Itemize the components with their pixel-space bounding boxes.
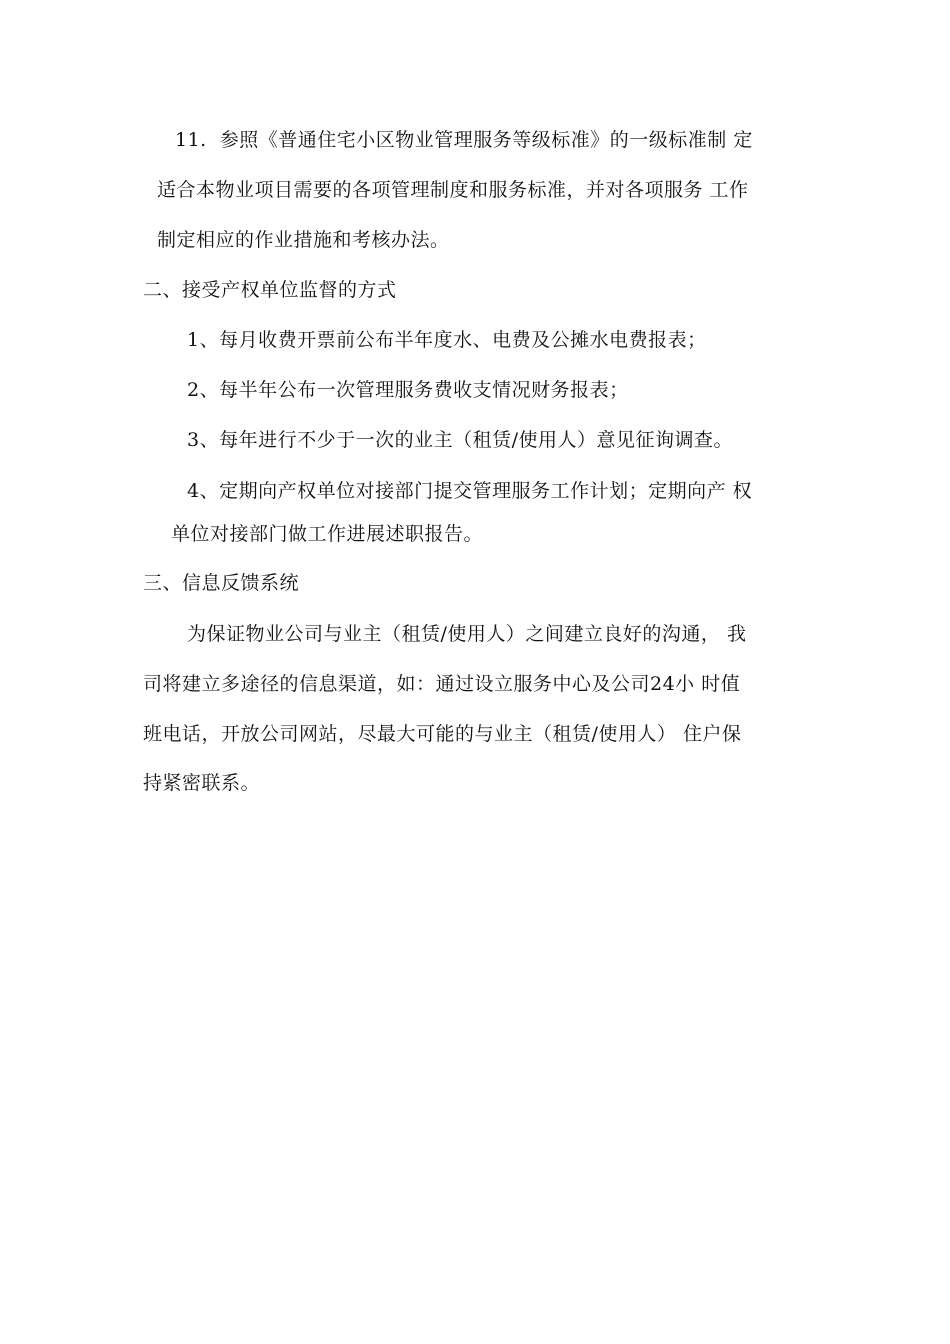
item-11-line-1: 11. 参照《普通住宅小区物业管理服务等级标准》的一级标准制 定 — [175, 129, 753, 151]
section-3-paragraph-line-2: 司将建立多途径的信息渠道，如：通过设立服务中心及公司24小 时值 — [143, 673, 741, 695]
item-11-line-2: 适合本物业项目需要的各项管理制度和服务标准，并对各项服务 工作 — [157, 179, 749, 201]
section-3-paragraph-line-4: 持紧密联系。 — [143, 772, 261, 794]
section-2-item-3: 3、每年进行不少于一次的业主（租赁/使用人）意见征询调查。 — [187, 429, 733, 451]
section-2-item-2: 2、每半年公布一次管理服务费收支情况财务报表； — [187, 379, 629, 401]
section-3-paragraph-line-3: 班电话，开放公司网站，尽最大可能的与业主（租赁/使用人） 住户保 — [143, 723, 742, 745]
section-2-item-4-line-2: 单位对接部门做工作进展述职报告。 — [171, 523, 484, 545]
item-11-line-3: 制定相应的作业措施和考核办法。 — [157, 229, 450, 251]
section-2-item-4-line-1: 4、定期向产权单位对接部门提交管理服务工作计划；定期向产 权 — [187, 480, 753, 502]
section-3-paragraph-line-1: 为保证物业公司与业主（租赁/使用人）之间建立良好的沟通， 我 — [187, 623, 747, 645]
section-2-heading: 二、接受产权单位监督的方式 — [143, 279, 397, 301]
section-3-heading: 三、信息反馈系统 — [143, 572, 300, 594]
section-2-item-1: 1、每月收费开票前公布半年度水、电费及公摊水电费报表； — [187, 329, 707, 351]
